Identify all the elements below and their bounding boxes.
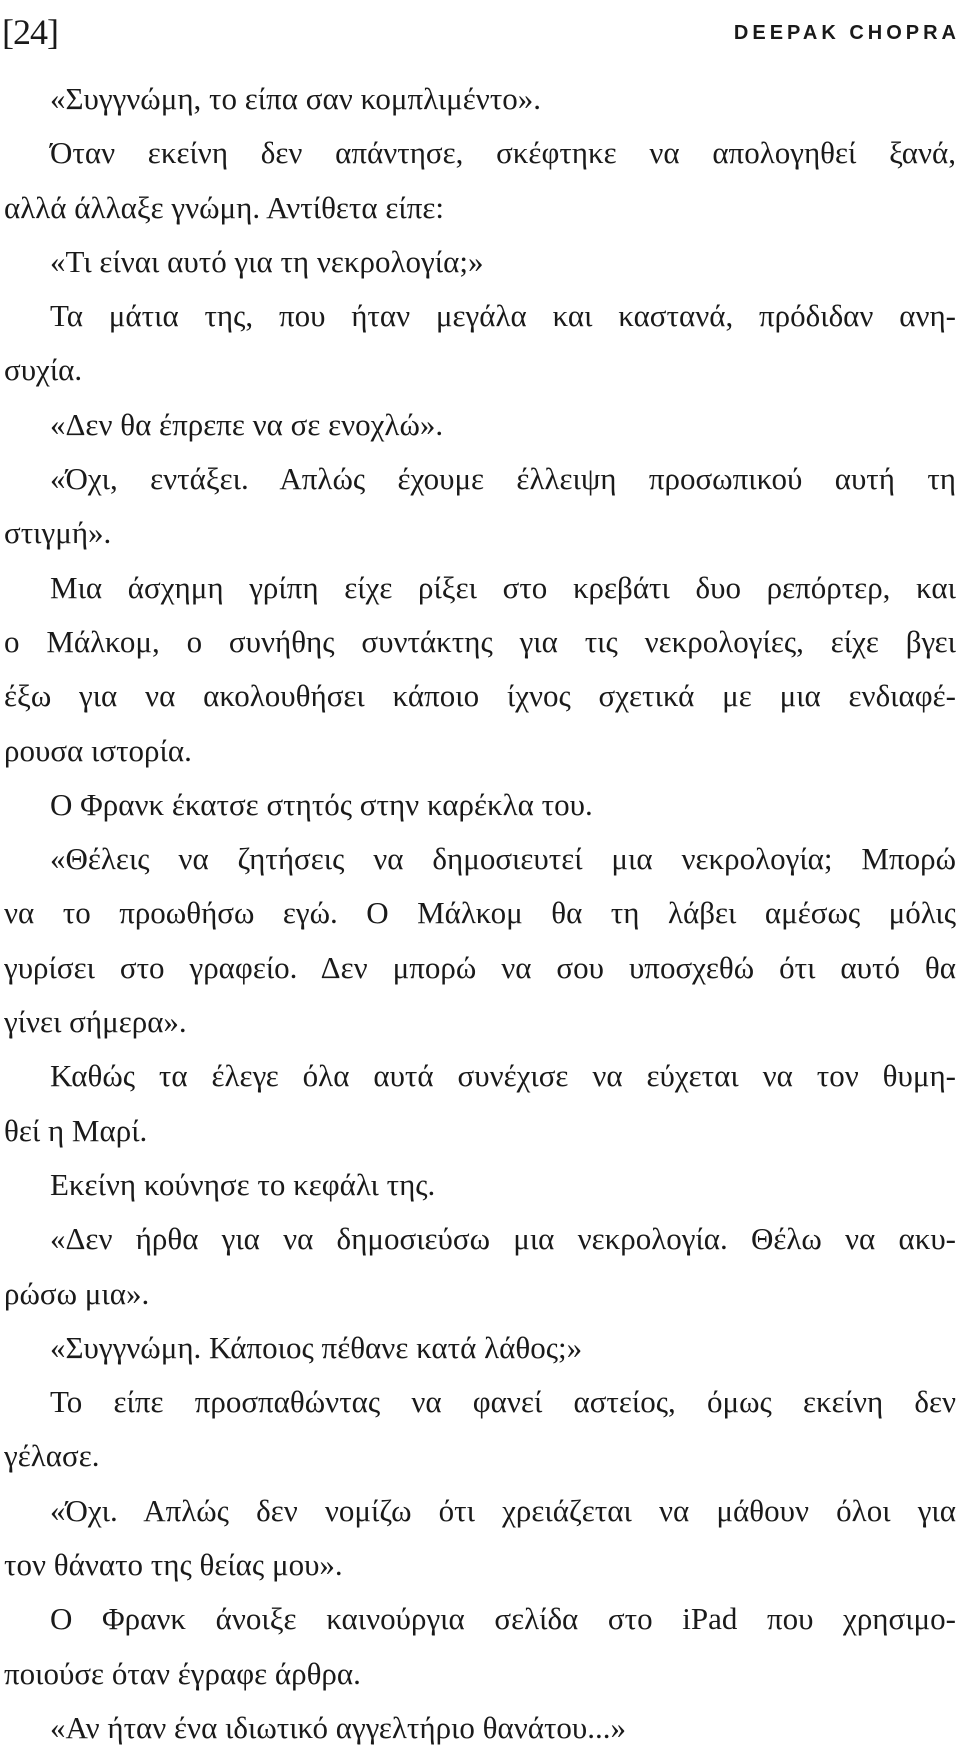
text-line: Το είπε προσπαθώντας να φανεί αστείος, όμως εκείνη δεν xyxy=(50,1384,956,1420)
text-line: «Όχι, εντάξει. Απλώς έχουμε έλλειψη προσωπικού αυτή τη xyxy=(50,461,956,497)
text-line: «Τι είναι αυτό για τη νεκρολογία;» xyxy=(50,243,484,279)
text-line: «Αν ήταν ένα ιδιωτικό αγγελτήριο θανάτου...» xyxy=(50,1709,627,1745)
body-text xyxy=(4,72,956,1755)
text-line: «Συγγνώμη, το είπα σαν κομπλιμέντο». xyxy=(50,81,542,116)
running-head-author: DEEPAK CHOPRA xyxy=(733,22,960,44)
text-line: γυρίσει στο γραφείο. Δεν μπορώ να σου υποσχεθώ ότι αυτό θα xyxy=(4,949,956,985)
text-line: «Δεν θα έπρεπε να σε ενοχλώ». xyxy=(50,406,444,442)
text-line: ρουσα ιστορία. xyxy=(4,732,192,768)
text-line: Ο Φρανκ έκατσε στητός στην καρέκλα του. xyxy=(50,786,593,822)
text-line: τον θάνατο της θείας μου». xyxy=(4,1547,343,1583)
text-line: θεί η Μαρί. xyxy=(4,1112,148,1148)
text-line: Τα μάτια της, που ήταν μεγάλα και καστανά, πρόδιδαν ανη- xyxy=(50,298,956,334)
text-line: «Όχι. Απλώς δεν νομίζω ότι χρειάζεται να μάθουν όλοι για xyxy=(50,1492,956,1528)
text-line: Καθώς τα έλεγε όλα αυτά συνέχισε να εύχεται να τον θυμη- xyxy=(50,1058,956,1094)
page-number: [24] xyxy=(2,12,58,52)
text-line: γέλασε. xyxy=(4,1438,100,1474)
text-line: ποιούσε όταν έγραφε άρθρα. xyxy=(4,1655,361,1691)
page-header xyxy=(0,0,960,60)
text-line: Ο Φρανκ άνοιξε καινούργια σελίδα στο iPad που χρησιμο- xyxy=(50,1601,956,1637)
text-line: έξω για να ακολουθήσει κάποιο ίχνος σχετικά με μια ενδιαφέ- xyxy=(4,678,956,714)
text-line: ο Μάλκομ, ο συνήθης συντάκτης για τις νεκρολογίες, είχε βγει xyxy=(4,623,956,659)
text-line: «Δεν ήρθα για να δημοσιεύσω μια νεκρολογία. Θέλω να ακυ- xyxy=(50,1221,956,1257)
text-line: στιγμή». xyxy=(4,515,112,551)
text-line: «Θέλεις να ζητήσεις να δημοσιευτεί μια νεκρολογία; Μπορώ xyxy=(50,841,956,877)
text-line: Μια άσχημη γρίπη είχε ρίξει στο κρεβάτι δυο ρεπόρτερ, και xyxy=(50,569,956,605)
text-line: γίνει σήμερα». xyxy=(4,1004,187,1040)
text-line: Εκείνη κούνησε το κεφάλι της. xyxy=(50,1166,436,1202)
text-line: «Συγγνώμη. Κάποιος πέθανε κατά λάθος;» xyxy=(50,1329,583,1365)
text-line: Όταν εκείνη δεν απάντησε, σκέφτηκε να απολογηθεί ξανά, xyxy=(50,135,956,171)
text-line: να το προωθήσω εγώ. Ο Μάλκομ θα τη λάβει αμέσως μόλις xyxy=(4,895,956,931)
text-line: αλλά άλλαξε γνώμη. Αντίθετα είπε: xyxy=(4,189,445,225)
text-line: ρώσω μια». xyxy=(4,1275,150,1311)
text-line: συχία. xyxy=(4,352,83,388)
